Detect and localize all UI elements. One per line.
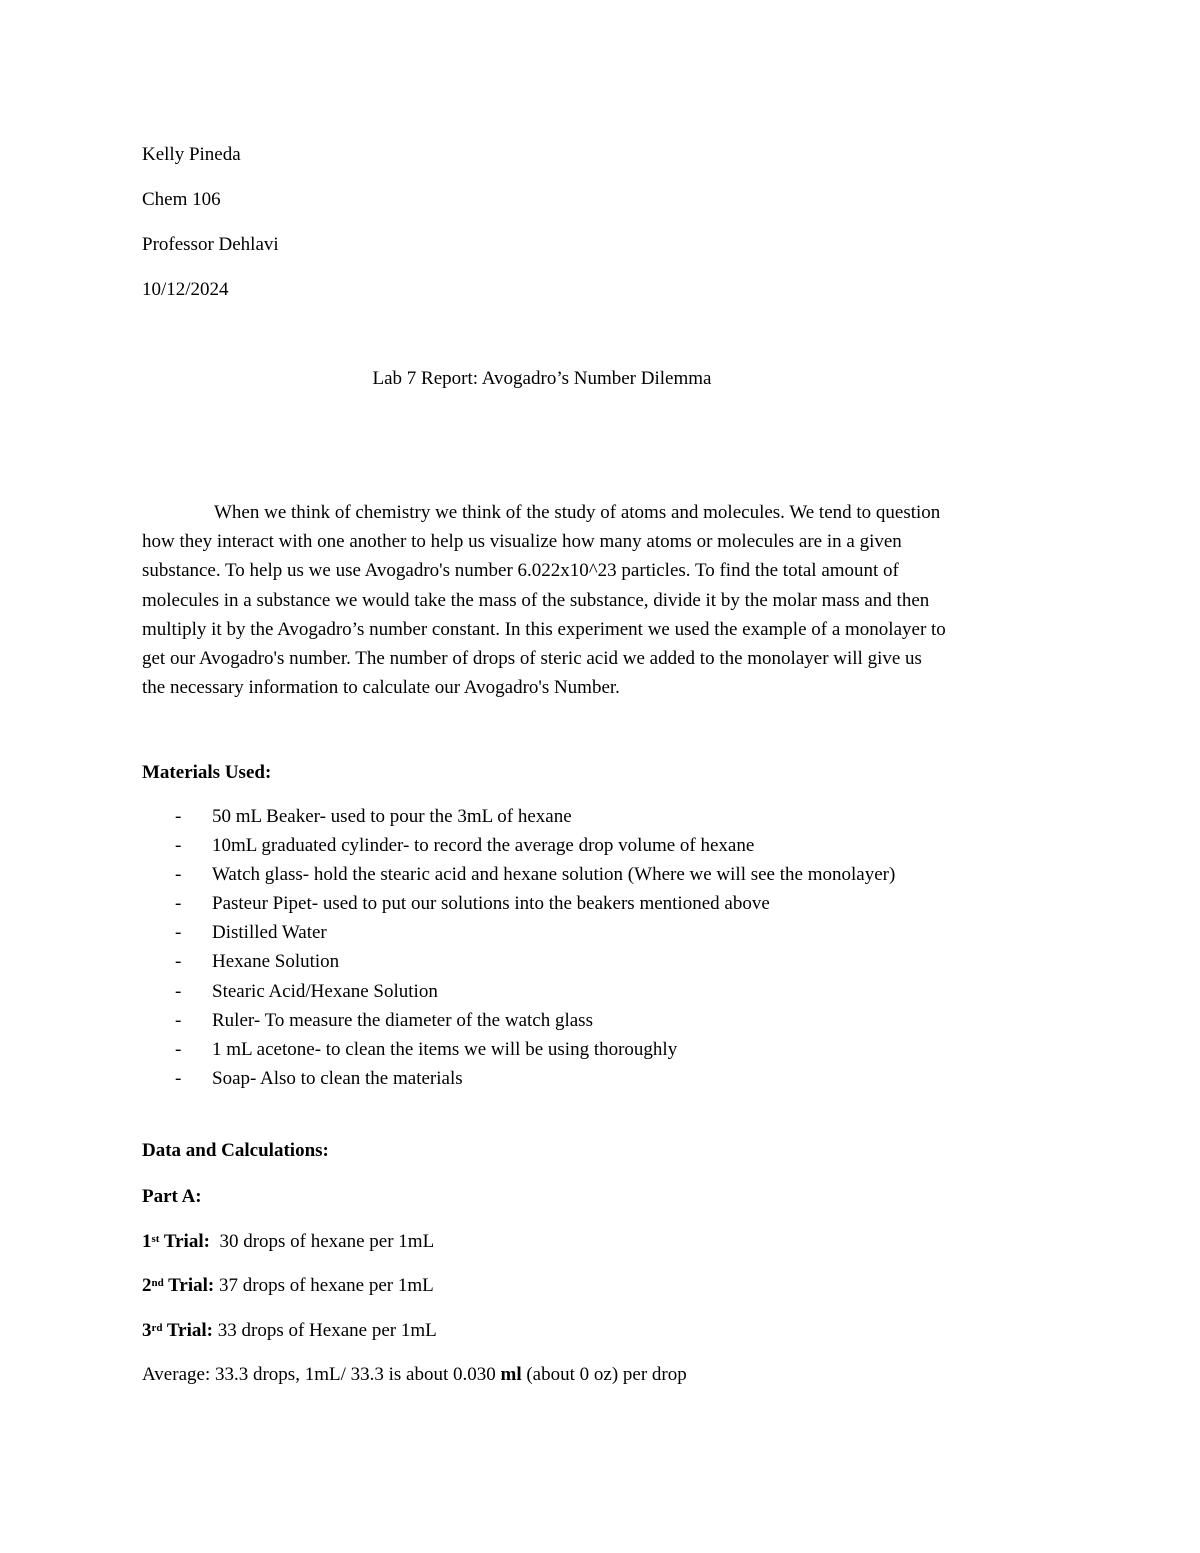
trial-number: 3 (142, 1320, 152, 1341)
bullet-dash: - (175, 1067, 182, 1089)
bullet-dash: - (175, 806, 182, 827)
intro-paragraph (142, 498, 1062, 702)
data-heading: Data and Calculations: (142, 1140, 329, 1161)
intro-line: When we think of chemistry we think of the study of atoms and molecules. We tend to question (214, 502, 941, 523)
trial-text: 30 drops of hexane per 1mL (209, 1231, 435, 1252)
professor-name: Professor Dehlavi (142, 234, 279, 255)
intro-line: multiply it by the Avogadro’s number constant. In this experiment we used the example of a monolayer to (142, 618, 946, 640)
intro-line: molecules in a substance we would take the mass of the substance, divide it by the molar mass and then (142, 589, 930, 611)
bullet-dash: - (175, 1038, 182, 1060)
bullet-dash: - (175, 893, 182, 915)
trial-label: Trial: (163, 1275, 215, 1296)
intro-line: the necessary information to calculate our Avogadro's Number. (142, 677, 620, 699)
material-text: 1 mL acetone- to clean the items we will be using thoroughly (212, 1038, 678, 1060)
material-text: Stearic Acid/Hexane Solution (212, 980, 438, 1002)
bullet-dash: - (175, 1009, 182, 1031)
trial-2 (142, 1275, 434, 1297)
material-text: Distilled Water (212, 922, 327, 944)
bullet-dash: - (175, 951, 182, 973)
materials-heading: Materials Used: (142, 762, 272, 783)
material-text: Hexane Solution (212, 951, 340, 973)
material-text: 10mL graduated cylinder- to record the average drop volume of hexane (212, 835, 755, 857)
material-text: Soap- Also to clean the materials (212, 1067, 463, 1089)
material-text: Watch glass- hold the stearic acid and hexane solution (Where we will see the monolayer) (212, 864, 896, 886)
trial-number: 1 (142, 1231, 152, 1252)
course-name: Chem 106 (142, 189, 221, 210)
material-text: 50 mL Beaker- used to pour the 3mL of hexane (212, 806, 572, 827)
trial-3 (142, 1320, 437, 1342)
bullet-dash: - (175, 980, 182, 1002)
trial-ordinal: st (151, 1233, 160, 1245)
bullet-dash: - (175, 922, 182, 944)
intro-line: substance. To help us we use Avogadro's number 6.022x10^23 particles. To find the total amount of (142, 560, 899, 582)
material-text: Ruler- To measure the diameter of the watch glass (212, 1009, 593, 1031)
trial-label: Trial: (162, 1320, 213, 1341)
trial-text: 37 drops of hexane per 1mL (214, 1275, 434, 1296)
intro-line: how they interact with one another to help us visualize how many atoms or molecules are in a given (142, 531, 902, 553)
bullet-dash: - (175, 835, 182, 857)
report-title: Lab 7 Report: Avogadro’s Number Dilemma (372, 368, 712, 389)
trial-number: 2 (142, 1275, 152, 1296)
trial-ordinal: nd (151, 1277, 164, 1289)
average-suffix: (about 0 oz) per drop (521, 1364, 687, 1385)
intro-line: get our Avogadro's number. The number of drops of steric acid we added to the monolayer will give us (142, 648, 922, 670)
part-a-heading: Part A: (142, 1186, 202, 1207)
trial-ordinal: rd (151, 1322, 163, 1334)
material-text: Pasteur Pipet- used to put our solutions into the beakers mentioned above (212, 893, 770, 915)
trial-text: 33 drops of Hexane per 1mL (213, 1320, 437, 1341)
average-prefix: Average: 33.3 drops, 1mL/ 33.3 is about 0.030 (142, 1364, 501, 1385)
trial-label: Trial: (159, 1231, 210, 1252)
average-unit: ml (500, 1364, 522, 1385)
average-line (142, 1364, 687, 1386)
student-name: Kelly Pineda (142, 144, 241, 165)
report-date: 10/12/2024 (142, 279, 229, 300)
bullet-dash: - (175, 864, 182, 886)
trial-1 (142, 1231, 434, 1253)
